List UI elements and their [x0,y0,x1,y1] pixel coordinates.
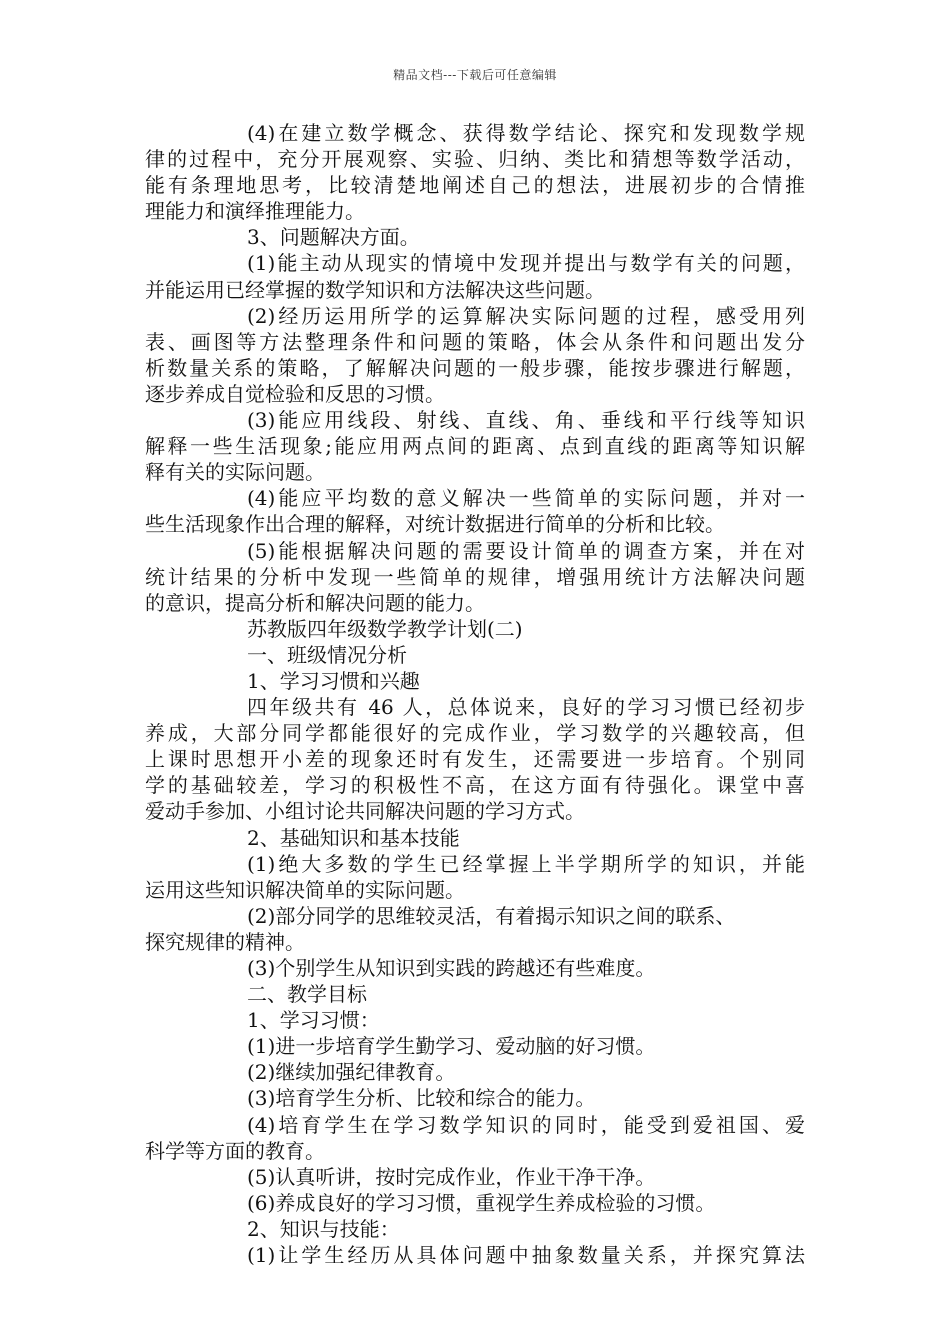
text-line: (2)继续加强纪律教育。 [247,1060,456,1085]
text-line: (1)绝大多数的学生已经掌握上半学期所学的知识，并能 [247,851,805,876]
text-line: (6)养成良好的学习习惯，重视学生养成检验的习惯。 [247,1190,716,1215]
text-line: (4)培育学生在学习数学知识的同时，能受到爱祖国、爱 [247,1112,805,1137]
text-line: (3)个别学生从知识到实践的跨越还有些难度。 [247,956,656,980]
text-line: 1、学习习惯： [247,1008,380,1033]
text-line: 逐步养成自觉检验和反思的习惯。 [145,381,445,406]
text-line: 律的过程中，充分开展观察、实验、归纳、类比和猜想等数学活动， [145,147,805,172]
text-line: (1)能主动从现实的情境中发现并提出与数学有关的问题， [247,251,805,276]
text-line: 上课时思想开小差的现象还时有发生，还需要进一步培育。个别同 [145,747,805,772]
text-line: 运用这些知识解决简单的实际问题。 [145,877,465,902]
text-line: 析数量关系的策略，了解解决问题的一般步骤，能按步骤进行解题， [145,355,805,380]
text-line: (2)经历运用所学的运算解决实际问题的过程，感受用列 [247,303,805,328]
text-line: 表、画图等方法整理条件和问题的策略，体会从条件和问题出发分 [145,329,805,354]
text-line: 理能力和演绎推理能力。 [145,199,365,224]
text-line: 能有条理地思考，比较清楚地阐述自己的想法，进展初步的合情推 [145,173,805,198]
text-line: 爱动手参加、小组讨论共同解决问题的学习方式。 [145,799,585,824]
text-line: 苏教版四年级数学教学计划(二) [247,616,523,641]
text-line: (5)认真听讲，按时完成作业，作业干净干净。 [247,1164,656,1189]
text-line: (5)能根据解决问题的需要设计简单的调查方案，并在对 [247,538,805,563]
text-line: 学的基础较差，学习的积极性不高，在这方面有待强化。课堂中喜 [145,773,805,798]
text-line: 并能运用已经掌握的数学知识和方法解决这些问题。 [145,277,605,302]
text-line: (4)能应平均数的意义解决一些简单的实际问题，并对一 [247,486,805,511]
text-line: (1)进一步培育学生勤学习、爱动脑的好习惯。 [247,1034,656,1059]
text-line: 3、问题解决方面。 [247,225,420,250]
text-line: 解释一些生活现象;能应用两点间的距离、点到直线的距离等知识解 [145,434,805,459]
text-line: 的意识，提高分析和解决问题的能力。 [145,590,485,615]
text-line: 一、班级情况分析 [247,642,407,667]
text-line: 2、知识与技能： [247,1216,400,1241]
text-line: (3)培育学生分析、比较和综合的能力。 [247,1086,596,1111]
page-header: 精品文档---下载后可任意编辑 [393,68,557,82]
text-line: (1)让学生经历从具体问题中抽象数量关系，并探究算法 [247,1243,805,1268]
text-line: (3)能应用线段、射线、直线、角、垂线和平行线等知识 [247,408,805,433]
document-body [145,120,805,1268]
text-line: 些生活现象作出合理的解释，对统计数据进行简单的分析和比较。 [145,512,725,537]
text-line: 释有关的实际问题。 [145,460,325,485]
text-line: 2、基础知识和基本技能 [247,825,460,850]
text-line: 养成，大部分同学都能很好的完成作业，学习数学的兴趣较高，但 [145,721,805,746]
text-line: (4)在建立数学概念、获得数学结论、探究和发现数学规 [247,121,805,145]
text-line: 统计结果的分析中发现一些简单的规律，增强用统计方法解决问题 [145,564,805,589]
text-line: 探究规律的精神。 [145,929,305,954]
text-line: 四年级共有 46 人，总体说来，良好的学习习惯已经初步 [247,695,805,720]
text-line: 二、教学目标 [247,982,367,1007]
text-line: 1、学习习惯和兴趣 [247,668,420,693]
text-line: 科学等方面的教育。 [145,1138,325,1163]
text-line: (2)部分同学的思维较灵活，有着揭示知识之间的联系、 [247,903,736,928]
